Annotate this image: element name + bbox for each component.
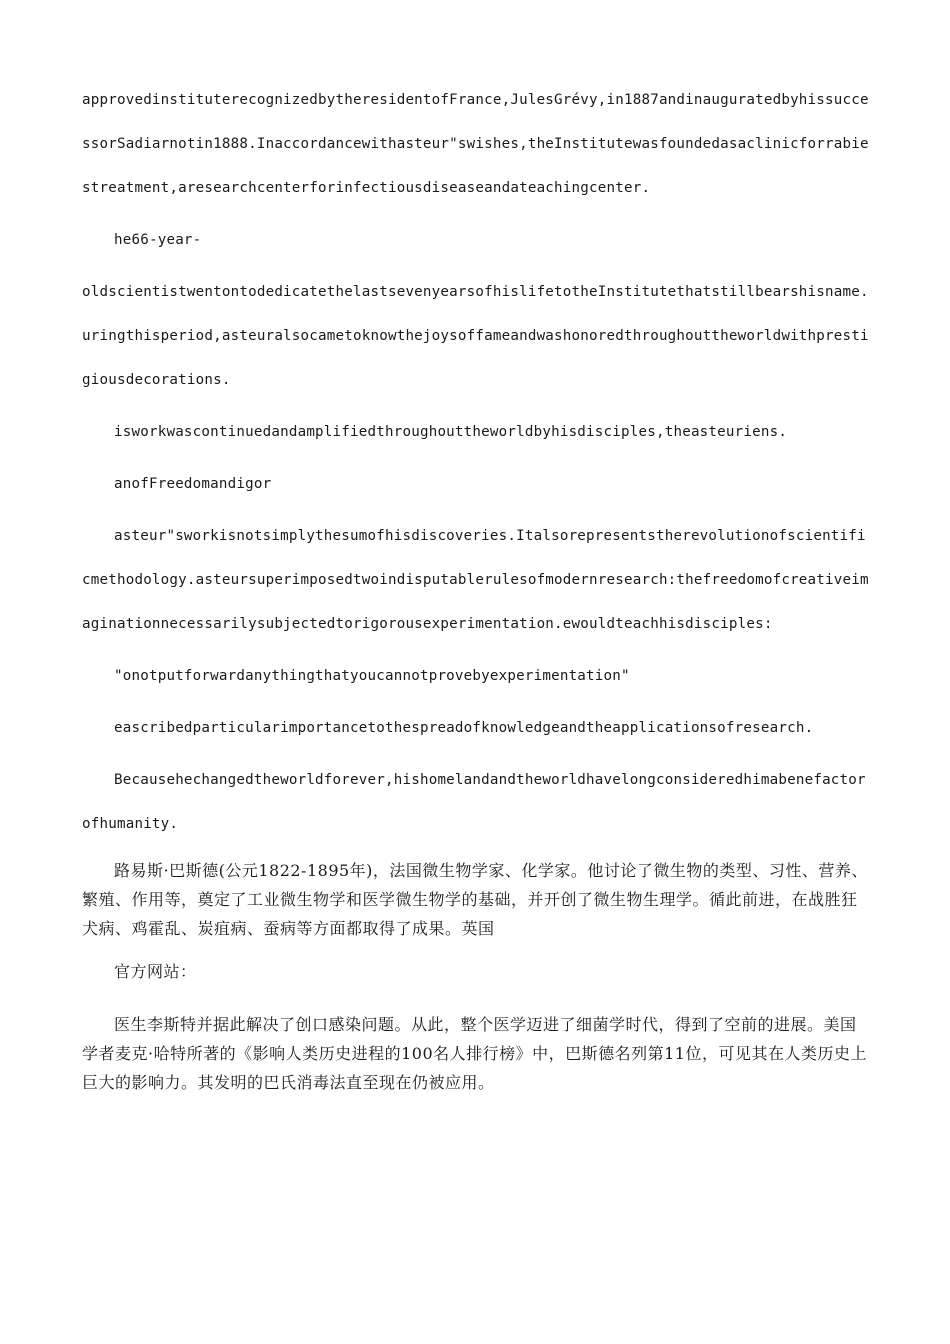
paragraph-methodology: asteur"sworkisnotsimplythesumofhisdiscoveries.Italsorepresentstherevolutionofscientificmethodology.asteursuperimposedtwoindisputablerulesofmodernresearch:thefreedomofcreativeimaginationnecessarilysubjectedtorigorousexperimentation.ewouldteachhisdisciples: bbox=[82, 528, 869, 632]
paragraph-benefactor: Becausehechangedtheworldforever,hishomelandandtheworldhavelongconsideredhimabenefactorofhumanity. bbox=[82, 772, 866, 832]
document-page bbox=[82, 78, 870, 1097]
paragraph-quote: "onotputforwardanythingthatyoucannotprovebyexperimentation" bbox=[114, 668, 630, 684]
paragraph-lister-influence-zh: 医生李斯特并据此解决了创口感染问题。从此，整个医学迈进了细菌学时代，得到了空前的进展。美国学者麦克·哈特所著的《影响人类历史进程的100名人排行榜》中，巴斯德名列第11位，可见其在人类历史上巨大的影响力。其发明的巴氏消毒法直至现在仍被应用。 bbox=[82, 1015, 867, 1092]
paragraph-last-years: oldscientistwentontodedicatethelastsevenyearsofhislifetotheInstitutethatstillbearshisname.uringthisperiod,asteuralsocametoknowthejoysoffameandwashonoredthroughouttheworldwithprestigiousdecorations. bbox=[82, 284, 869, 388]
section-heading-freedom-rigor: anofFreedomandigor bbox=[114, 476, 272, 492]
paragraph-institute-founding: approvedinstituterecognizedbytheresidentofFrance,JulesGrévy,in1887andinauguratedbyhissuccessorSadiarnotin1888.Inaccordancewithasteur"swishes,theInstitutewasfoundedasaclinicforrabiestreatment,aresearchcenterforinfectiousdiseaseandateachingcenter. bbox=[82, 92, 869, 196]
paragraph-disciples: isworkwascontinuedandamplifiedthroughouttheworldbyhisdisciples,theasteuriens. bbox=[114, 424, 788, 440]
paragraph-knowledge-spread: eascribedparticularimportancetothespreadofknowledgeandtheapplicationsofresearch. bbox=[114, 720, 814, 736]
paragraph-scientist-age: he66-year- bbox=[114, 232, 202, 248]
paragraph-pasteur-bio-zh: 路易斯·巴斯德(公元1822-1895年)，法国微生物学家、化学家。他讨论了微生物的类型、习性、营养、繁殖、作用等，奠定了工业微生物学和医学微生物学的基础，并开创了微生物生理学。循此前进，在战胜狂犬病、鸡霍乱、炭疽病、蚕病等方面都取得了成果。英国 bbox=[82, 861, 868, 938]
paragraph-official-site-zh: 官方网站： bbox=[114, 962, 197, 981]
